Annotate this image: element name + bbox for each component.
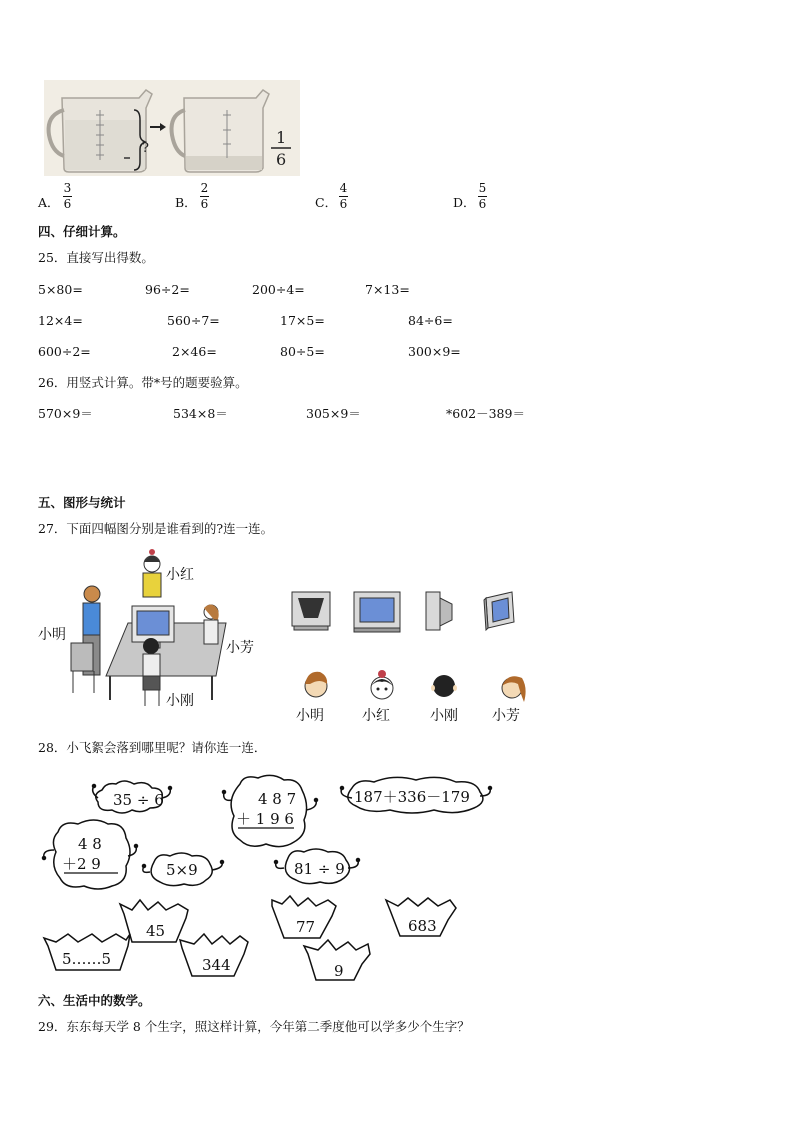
crown-5-dots-5-text: 5……5 [62,950,112,968]
section-4-title: 四、仔细计算。 [38,224,126,239]
scene-label-xiaohong: 小红 [166,567,194,583]
q25-r1-c2: 96÷2= [145,282,190,297]
kid-name-4: 小芳 [492,708,520,724]
option-b-numerator: 2 [200,181,209,195]
monitor-angled-view[interactable] [484,592,514,630]
cloud-5-text: 5×9 [166,861,198,879]
option-c-numerator: 4 [339,181,348,195]
cloud-487-plus-196[interactable] [223,775,318,846]
crown-77[interactable] [272,896,336,938]
cup-fraction-numerator: 1 [276,128,287,147]
crown-344-text: 344 [202,956,231,974]
option-a-label[interactable]: A． [38,195,60,210]
cloud-187-plus-336-minus-179[interactable] [341,777,492,813]
cloud-2-bottom: ＋ 1 9 6 [236,810,294,828]
option-c-label[interactable]: C． [315,195,338,210]
option-d-fraction [478,182,487,211]
monitor-views-drawing [290,588,540,634]
classroom-scene [36,548,266,710]
cloud-81-div-9[interactable] [275,849,360,884]
crown-344[interactable] [180,934,248,976]
q25-r2-c4: 84÷6= [408,313,453,328]
section-5-title: 五、图形与统计 [38,495,126,510]
cloud-2-top: 4 8 7 [258,790,297,808]
question-28-title: 28．小飞絮会落到哪里呢？请你连一连． [38,740,267,755]
q26-item-2: 534×8＝ [173,406,228,421]
question-29-title: 29．东东每天学 8 个生字，照这样计算，今年第二季度他可以学多少个生字？ [38,1019,470,1034]
q26-item-4: *602－389＝ [446,406,525,421]
option-d-numerator: 5 [478,181,487,195]
scene-label-xiaoming: 小明 [38,627,66,643]
q25-r3-c1: 600÷2= [38,344,91,359]
dandelion-matching-drawing [36,770,506,986]
crown-683-text: 683 [408,917,437,935]
cloud-48-plus-29[interactable] [43,820,138,889]
crown-45-text: 45 [146,922,166,940]
question-27-title: 27．下面四幅图分别是谁看到的?连一连。 [38,521,274,536]
crown-9-text: 9 [334,962,344,980]
monitor-views [290,588,540,634]
q25-r3-c3: 80÷5= [280,344,325,359]
q25-r1-c3: 200÷4= [252,282,305,297]
kid-heads [298,666,538,706]
dandelion-matching-figure [36,770,506,986]
scene-label-xiaogang: 小刚 [166,693,194,709]
option-d-label[interactable]: D． [453,195,476,210]
crown-9[interactable] [304,940,370,980]
measuring-cups-illustration [44,80,300,176]
kid-name-2: 小红 [362,708,390,724]
section-6-title: 六、生活中的数学。 [38,993,151,1008]
option-c-denominator: 6 [339,197,348,211]
q25-r1-c1: 5×80= [38,282,83,297]
head-xiaogang[interactable] [431,675,457,697]
cloud-1-text: 35 ÷ 6 [113,791,164,809]
kid-name-3: 小刚 [430,708,458,724]
option-b-denominator: 6 [200,197,209,211]
question-mark: ? [142,141,149,156]
head-xiaohong[interactable] [371,670,393,699]
question-26-title: 26．用竖式计算。带*号的题要验算。 [38,375,248,390]
option-b-label[interactable]: B． [175,195,197,210]
cup-fraction-denominator: 6 [276,150,287,169]
cloud-6-text: 81 ÷ 9 [294,860,345,878]
monitor-front-view[interactable] [354,592,400,632]
q26-item-1: 570×9＝ [38,406,93,421]
question-25-title: 25．直接写出得数。 [38,250,154,265]
option-d-denominator: 6 [478,197,487,211]
option-c-fraction [339,182,348,211]
q25-r2-c1: 12×4= [38,313,83,328]
option-a-fraction [63,182,72,211]
option-a-denominator: 6 [63,197,72,211]
monitor-back-view[interactable] [292,592,330,630]
cloud-4-bottom: ＋2 9 [62,855,101,873]
cloud-35-div-6[interactable] [93,781,172,813]
cloud-4-top: 4 8 [78,835,102,853]
head-xiaoming[interactable] [305,672,327,697]
option-a-numerator: 3 [63,181,72,195]
crown-683[interactable] [386,898,456,936]
measuring-cups-figure [44,80,300,176]
cloud-5-times-9[interactable] [143,853,224,886]
kid-heads-drawing [298,666,538,706]
q25-r3-c2: 2×46= [172,344,217,359]
q25-r2-c2: 560÷7= [167,313,220,328]
q25-r1-c4: 7×13= [365,282,410,297]
q25-r2-c3: 17×5= [280,313,325,328]
q26-item-3: 305×9＝ [306,406,361,421]
kid-name-1: 小明 [296,708,324,724]
scene-label-xiaofang: 小芳 [226,640,254,656]
head-xiaofang[interactable] [502,676,526,702]
crown-5-dots-5[interactable] [44,934,130,970]
classroom-scene-drawing [36,548,266,710]
q25-r3-c4: 300×9= [408,344,461,359]
option-b-fraction [200,182,209,211]
monitor-side-view[interactable] [426,592,452,630]
crown-77-text: 77 [296,918,316,936]
cloud-3-text: 187＋336－179 [354,788,470,806]
